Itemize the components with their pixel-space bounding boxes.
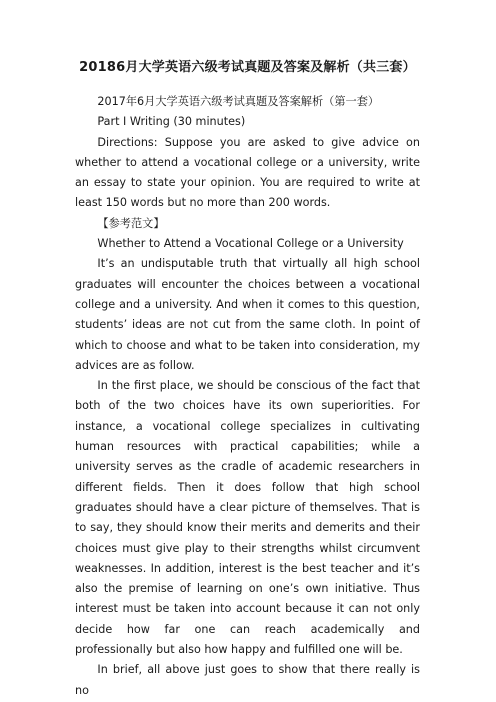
essay-title: Whether to Attend a Vocational College or a University: [97, 237, 404, 251]
document-title: 20186月大学英语六级考试真题及答案及解析（共三套）: [79, 60, 416, 75]
document-content: [75, 58, 420, 701]
part-heading: Part I Writing (30 minutes): [97, 115, 246, 129]
essay-paragraph-2: In the first place, we should be conscious of the fact that both of the two choices have its own superiorities. For instance, a vocational college specializes in cultivating human resources with practical capabilities; while a university serves as the cradle of academic researchers in different fields. Then it does follow that high school graduates should have a clear picture of themselves. That is to say, they should know their merits and demerits and their choices must give play to their strengths whilst circumvent weaknesses. In addition, interest is the best teacher and it’s also the premise of learning on one’s own initiative. Thus interest must be taken into account because it can not only decide how far one can reach academically and professionally but also how happy and fulfilled one will be.: [75, 379, 420, 657]
reference-essay-label: 【参考范文】: [97, 216, 165, 230]
exam-subtitle: 2017年6月大学英语六级考试真题及答案解析（第一套）: [97, 95, 380, 108]
essay-paragraph-1: It’s an undisputable truth that virtually all high school graduates will encounter the choices between a vocational college and a university. And when it comes to this question, students’ ideas are not cut from the same cloth. In point of which to choose and what to be taken into consideration, my advices are as follow.: [75, 257, 420, 372]
directions-paragraph: Directions: Suppose you are asked to give advice on whether to attend a vocational college or a university, write an essay to state your opinion. You are required to write at least 150 words but no more than 200 words.: [75, 135, 420, 210]
essay-paragraph-3: In brief, all above just goes to show that there really is no: [75, 663, 420, 697]
